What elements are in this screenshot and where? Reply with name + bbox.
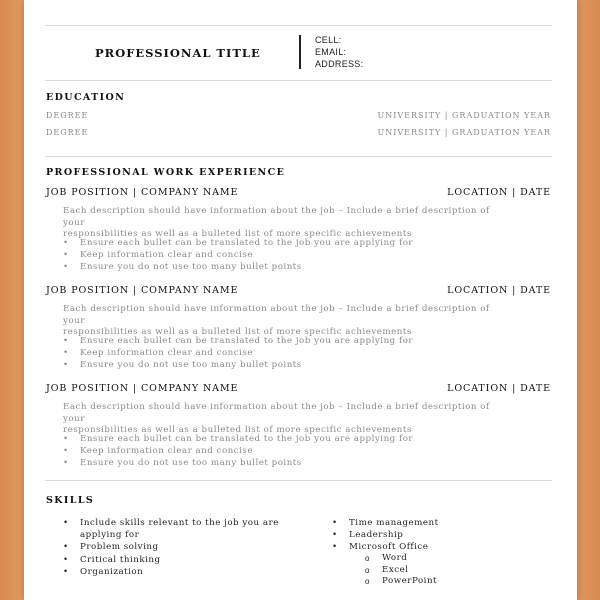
- job-1-location: LOCATION | DATE: [447, 187, 551, 198]
- list-item: • Ensure you do not use too many bullet points: [63, 261, 413, 273]
- header-vertical-divider: [299, 35, 301, 69]
- skills-heading: SKILLS: [46, 495, 95, 506]
- list-item: • Ensure each bullet can be translated to the job you are applying for: [63, 433, 413, 445]
- list-item: • Ensure each bullet can be translated to the job you are applying for: [63, 237, 413, 249]
- job-2-description: [63, 304, 513, 339]
- job-3-desc-line-2: responsibilities as well as a bulleted list of more specific achievements: [63, 425, 412, 435]
- header-divider: [45, 80, 552, 81]
- list-item: • Organization: [63, 566, 279, 578]
- skill-1-line-2: applying for: [80, 530, 140, 541]
- skills-right-list: [332, 517, 439, 554]
- microsoft-office-sublist: [365, 553, 437, 588]
- address-label: ADDRESS:: [315, 59, 364, 69]
- job-3-desc-line-1: Each description should have information about the job – Include a brief description of your: [63, 402, 490, 424]
- job-2-position: JOB POSITION | COMPANY NAME: [46, 285, 239, 296]
- list-item: • Leadership: [332, 529, 439, 541]
- job-2-location: LOCATION | DATE: [447, 285, 551, 296]
- cell-label: CELL:: [315, 35, 342, 45]
- experience-divider: [45, 480, 552, 481]
- list-item: o Word: [365, 553, 437, 565]
- list-item: • Problem solving: [63, 541, 279, 553]
- skills-left-list: [63, 517, 279, 578]
- job-2-bullets: [63, 335, 413, 372]
- job-3-description: [63, 402, 513, 437]
- list-item: o PowerPoint: [365, 576, 437, 588]
- experience-heading: PROFESSIONAL WORK EXPERIENCE: [46, 167, 286, 178]
- list-item: • Keep information clear and concise: [63, 249, 413, 261]
- list-item: • Ensure each bullet can be translated to the job you are applying for: [63, 335, 413, 347]
- education-degree-1: DEGREE: [46, 111, 89, 120]
- job-1-desc-line-2: responsibilities as well as a bulleted list of more specific achievements: [63, 229, 412, 239]
- list-item: • Ensure you do not use too many bullet points: [63, 457, 413, 469]
- professional-title: PROFESSIONAL TITLE: [95, 46, 261, 60]
- list-item: • Critical thinking: [63, 554, 279, 566]
- job-1-desc-line-1: Each description should have information about the job – Include a brief description of your: [63, 206, 490, 228]
- education-school-2: UNIVERSITY | GRADUATION YEAR: [377, 128, 551, 137]
- list-item: [63, 517, 279, 541]
- list-item: • Keep information clear and concise: [63, 445, 413, 457]
- education-degree-2: DEGREE: [46, 128, 89, 137]
- education-heading: EDUCATION: [46, 92, 126, 103]
- job-2-desc-line-1: Each description should have information about the job – Include a brief description of your: [63, 304, 490, 326]
- list-item: • Time management: [332, 517, 439, 529]
- list-item: • Microsoft Office: [332, 541, 439, 553]
- job-3-location: LOCATION | DATE: [447, 383, 551, 394]
- list-item: o Excel: [365, 565, 437, 577]
- job-2-desc-line-2: responsibilities as well as a bulleted list of more specific achievements: [63, 327, 412, 337]
- resume-page: [24, 0, 577, 600]
- job-3-bullets: [63, 433, 413, 470]
- skill-1-line-1: • Include skills relevant to the job you are: [80, 518, 279, 528]
- job-1-position: JOB POSITION | COMPANY NAME: [46, 187, 239, 198]
- list-item: • Keep information clear and concise: [63, 347, 413, 359]
- education-school-1: UNIVERSITY | GRADUATION YEAR: [377, 111, 551, 120]
- list-item: • Ensure you do not use too many bullet points: [63, 359, 413, 371]
- job-1-description: [63, 206, 513, 241]
- job-1-bullets: [63, 237, 413, 274]
- top-divider: [45, 25, 552, 26]
- email-label: EMAIL:: [315, 47, 347, 57]
- education-divider: [45, 156, 552, 157]
- job-3-position: JOB POSITION | COMPANY NAME: [46, 383, 239, 394]
